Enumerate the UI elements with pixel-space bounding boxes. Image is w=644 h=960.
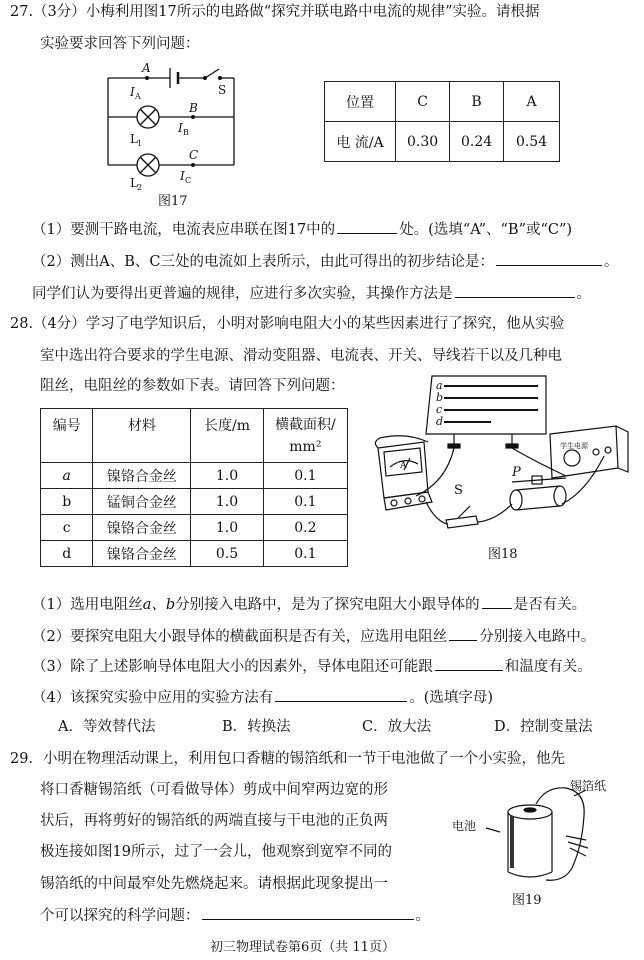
- slider-label: P: [512, 465, 521, 480]
- label-a: A: [142, 61, 151, 75]
- q28-line1: 28.（4分）学习了电学知识后，小明对影响电阻大小的某些因素进行了探究，他从实验: [10, 316, 565, 332]
- switch-label: S: [454, 483, 463, 498]
- foil-label: 锡箔纸: [570, 779, 607, 793]
- wire-label-a: a: [436, 379, 443, 392]
- label-c: C: [189, 148, 199, 162]
- q27-line2: 实验要求回答下列问题：: [40, 36, 200, 52]
- q29-line3: 状后，再将剪好的锡箔纸的两端直接与干电池的正负两: [40, 813, 388, 829]
- cell-material-a: 镍铬合金丝: [93, 463, 191, 489]
- figure-17-caption: 图17: [158, 194, 188, 209]
- cell-length-c: 1.0: [191, 515, 263, 541]
- label-ib-sub: B: [183, 128, 189, 137]
- label-l1-sub: 1: [137, 139, 143, 148]
- cell-area-d: 0.1: [263, 541, 347, 567]
- q28-sub2: （2）要探究电阻大小跟导体的横截面积是否有关，应选用电阻丝 分别接入电路中。: [32, 626, 595, 647]
- header-position: 位置: [325, 82, 396, 122]
- row-label-current: 电 流/A: [325, 122, 396, 162]
- power-supply-label: 学生电源: [560, 442, 588, 450]
- wire-label-c: c: [436, 403, 443, 416]
- wire-label-d: d: [436, 415, 444, 428]
- wire-label-b: b: [436, 391, 444, 404]
- q29-line1: 29．小明在物理活动课上，利用包口香糖的锡箔纸和一节干电池做了一个小实验，他先: [10, 751, 565, 767]
- label-ib: I: [178, 121, 183, 135]
- header-length: 长度/m: [191, 409, 263, 463]
- cell-id-d: d: [41, 541, 93, 567]
- label-ic-sub: C: [185, 176, 192, 185]
- q28-option-c: C．放大法: [362, 719, 432, 735]
- label-l2-sub: 2: [137, 183, 143, 192]
- cell-material-c: 镍铬合金丝: [93, 515, 191, 541]
- label-s: S: [218, 83, 227, 97]
- figure-17-circuit: [100, 60, 250, 210]
- cell-length-a: 1.0: [191, 463, 263, 489]
- q27-sub2b: 同学们认为要得出更普遍的规律，应进行多次实验，其操作方法是 。: [32, 283, 591, 304]
- label-l2: L: [130, 176, 138, 190]
- value-c: 0.30: [396, 122, 450, 162]
- figure-18-caption: 图18: [488, 547, 518, 562]
- figure-19-caption: 图19: [512, 893, 542, 908]
- q28-sub1: （1）选用电阻丝a、b分别接入电路中，是为了探究电阻大小跟导体的 是否有关。: [32, 594, 586, 615]
- cell-id-b: b: [41, 489, 93, 515]
- label-l1: L: [130, 132, 138, 146]
- header-b: B: [450, 82, 504, 122]
- header-a: A: [504, 82, 560, 122]
- cell-length-d: 0.5: [191, 541, 263, 567]
- q28-sub4: （4）该探究实验中应用的实验方法有 。(选填字母): [32, 687, 493, 708]
- label-ia: I: [130, 85, 135, 99]
- header-id: 编号: [41, 409, 93, 463]
- battery-label: 电池: [452, 819, 477, 833]
- header-area: 横截面积/ mm²: [263, 409, 347, 463]
- header-material: 材料: [93, 409, 191, 463]
- value-a: 0.54: [504, 122, 560, 162]
- q28-option-b: B．转换法: [222, 719, 291, 735]
- q29-line4: 极连接如图19所示，过了一会儿，他观察到宽窄不同的: [40, 844, 392, 860]
- q28-line3: 阻丝，电阻丝的参数如下表。请回答下列问题：: [40, 378, 345, 394]
- q28-line2: 室中选出符合要求的学生电源、滑动变阻器、电流表、开关、导线若干以及几种电: [40, 348, 562, 364]
- current-table: [324, 81, 560, 162]
- figure-18-apparatus: [366, 372, 634, 572]
- cell-area-b: 0.1: [263, 489, 347, 515]
- cell-id-c: c: [41, 515, 93, 541]
- cell-area-a: 0.1: [263, 463, 347, 489]
- cell-id-a: a: [41, 463, 93, 489]
- ammeter-label: A: [400, 461, 407, 471]
- q27-sub2: （2）测出A、B、C三处的电流如上表所示，由此可得出的初步结论是： 。: [32, 251, 618, 272]
- cell-material-b: 锰铜合金丝: [93, 489, 191, 515]
- label-ic: I: [180, 169, 185, 183]
- cell-material-d: 镍铬合金丝: [93, 541, 191, 567]
- resistor-table: [40, 408, 348, 567]
- figure-19-battery: [446, 776, 636, 912]
- page-footer: 初三物理试卷第6页（共 11页）: [210, 940, 395, 955]
- header-c: C: [396, 82, 450, 122]
- q29-line2: 将口香糖锡箔纸（可看做导体）剪成中间窄两边宽的形: [40, 782, 388, 798]
- label-ia-sub: A: [135, 92, 141, 101]
- q27-line1: 27.（3分）小梅利用图17所示的电路做“探究并联电路中电流的规律”实验。请根据: [10, 4, 540, 20]
- q27-sub1: （1）要测干路电流，电流表应串联在图17中的 处。(选填“A”、“B”或“C”): [32, 219, 572, 240]
- q28-option-a: A．等效替代法: [58, 719, 156, 735]
- resistor-board: [426, 376, 546, 434]
- label-b: B: [189, 101, 198, 115]
- cell-length-b: 1.0: [191, 489, 263, 515]
- q28-sub3: （3）除了上述影响导体电阻大小的因素外，导体电阻还可能跟 和温度有关。: [32, 656, 592, 677]
- q29-line6: 个可以探究的科学问题： 。: [40, 905, 430, 926]
- q28-option-d: D．控制变量法: [494, 719, 593, 735]
- cell-area-c: 0.2: [263, 515, 347, 541]
- value-b: 0.24: [450, 122, 504, 162]
- q29-line5: 锡箔纸的中间最窄处先燃烧起来。请根据此现象提出一: [40, 876, 388, 892]
